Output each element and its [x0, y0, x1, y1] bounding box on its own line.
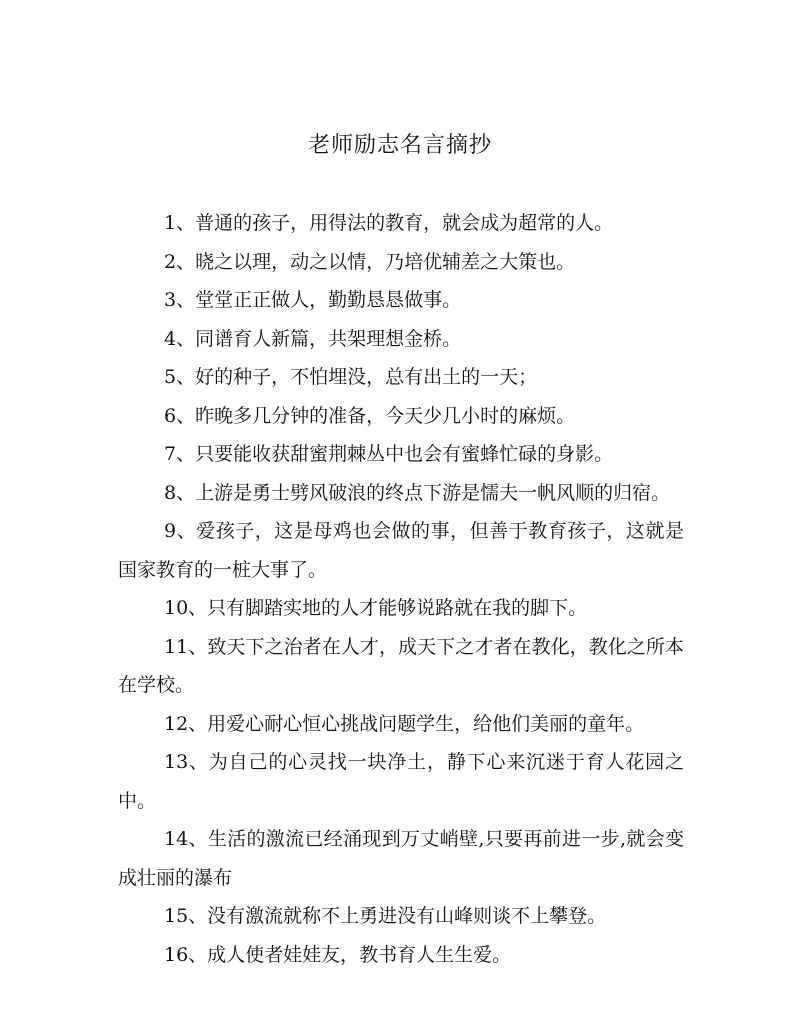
quote-item: 13、为自己的心灵找一块净土，静下心来沉迷于育人花园之中。 — [118, 751, 684, 812]
quote-item: 9、爱孩子，这是母鸡也会做的事，但善于教育孩子，这就是国家教育的一桩大事了。 — [118, 520, 684, 581]
quote-item: 2、晓之以理，动之以情，乃培优辅差之大策也。 — [164, 250, 576, 273]
quote-item: 15、没有激流就称不上勇进没有山峰则谈不上攀登。 — [164, 905, 607, 927]
quote-item: 14、生活的激流已经涌现到万丈峭壁,只要再前进一步,就会变成壮丽的瀑布 — [118, 828, 684, 889]
quote-item: 11、致天下之治者在人才，成天下之才者在教化，教化之所本在学校。 — [118, 635, 684, 696]
quote-item: 4、同谱育人新篇，共架理想金桥。 — [164, 327, 462, 350]
quote-item: 3、堂堂正正做人，勤勤恳恳做事。 — [164, 289, 462, 311]
quote-item: 5、好的种子，不怕埋没，总有出土的一天； — [164, 366, 538, 388]
document-title: 老师励志名言摘抄 — [307, 133, 492, 158]
quote-item: 1、普通的孩子，用得法的教育，就会成为超常的人。 — [164, 212, 614, 234]
quote-item: 16、成人使者娃娃友，教书育人生生爱。 — [164, 943, 512, 966]
quote-item: 12、用爱心耐心恒心挑战问题学生，给他们美丽的童年。 — [164, 712, 645, 735]
quote-item: 8、上游是勇士劈风破浪的终点下游是懦夫一帆风顺的归宿。 — [164, 481, 671, 504]
quote-item: 6、昨晚多几分钟的准备，今天少几小时的麻烦。 — [164, 404, 576, 427]
quote-list — [118, 204, 684, 974]
quote-item: 10、只有脚踏实地的人才能够说路就在我的脚下。 — [164, 597, 588, 619]
quote-item: 7、只要能收获甜蜜荆棘丛中也会有蜜蜂忙碌的身影。 — [164, 443, 614, 465]
